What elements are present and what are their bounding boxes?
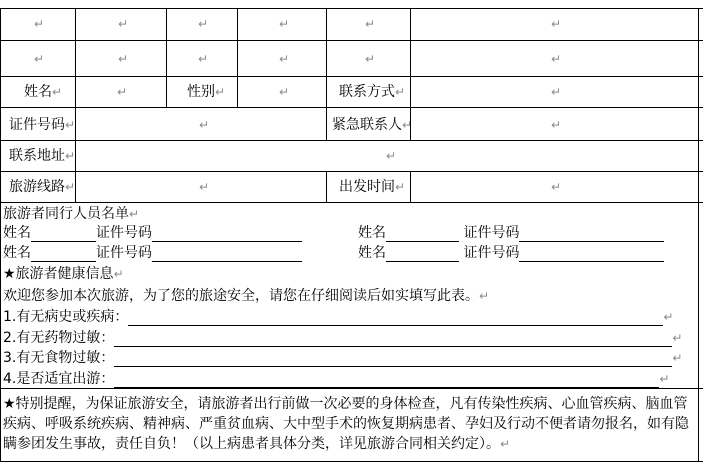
table-rule [0, 107, 703, 108]
table-rule [326, 8, 327, 107]
cell-mark: ↵ [279, 17, 290, 31]
companions-heading: 旅游者同行人员名单↵ [3, 206, 140, 222]
table-rule [0, 140, 703, 141]
companion-row: 姓名 证件号码 [3, 224, 302, 242]
cell-mark: ↵ [365, 17, 376, 31]
companion-row: 姓名 证件号码 [358, 224, 664, 242]
health-question-row: 1.有无病史或疾病： ↵ [3, 309, 674, 325]
cell-mark: ↵ [199, 118, 210, 132]
table-rule [410, 8, 411, 107]
table-rule [410, 171, 411, 202]
health-question-row: 2.有无药物过敏： ↵ [3, 330, 683, 346]
cell-mark: ↵ [198, 17, 209, 31]
cell-mark: ↵ [198, 52, 209, 66]
table-rule [0, 388, 703, 389]
table-rule [75, 8, 76, 107]
cell-mark: ↵ [551, 52, 562, 66]
name-label: 姓名↵ [24, 84, 63, 100]
route-label: 旅游线路↵ [9, 179, 76, 195]
table-rule [237, 8, 238, 107]
cell-mark: ↵ [551, 118, 562, 132]
table-rule [0, 40, 703, 41]
table-rule [0, 8, 1, 461]
gender-label: 性别↵ [187, 84, 226, 100]
cell-mark: ↵ [34, 52, 45, 66]
cell-mark: ↵ [117, 85, 128, 99]
table-rule [166, 8, 167, 107]
id-number-label: 证件号码↵ [9, 117, 76, 133]
table-rule [75, 171, 76, 202]
health-question-row: 3.有无食物过敏： ↵ [3, 350, 683, 366]
table-rule [0, 171, 703, 172]
cell-mark: ↵ [279, 52, 290, 66]
contact-label: 联系方式↵ [339, 84, 406, 100]
health-heading: ★旅游者健康信息↵ [3, 266, 124, 282]
table-rule [0, 76, 703, 77]
cell-mark: ↵ [386, 149, 397, 163]
cell-mark: ↵ [551, 180, 562, 194]
departure-time-label: 出发时间↵ [339, 179, 406, 195]
cell-mark: ↵ [34, 17, 45, 31]
table-rule [0, 202, 703, 203]
address-label: 联系地址↵ [9, 148, 76, 164]
emergency-contact-label: 紧急联系人↵ [332, 117, 413, 133]
cell-mark: ↵ [118, 52, 129, 66]
cell-mark: ↵ [199, 180, 210, 194]
special-reminder: ★特别提醒，为保证旅游安全，请旅游者出行前做一次必要的身体检查，凡有传染性疾病、心血管疾病、脑血管疾病、呼吸系统疾病、精神病、严重贫血病、大中型手术的恢复期病患者、孕妇及行动不便者请勿报名，如有隐瞒参团发生事故，责任自负！（以上病患者具体分类，详见旅游合同相关约定）。↵ [3, 396, 689, 452]
cell-mark: ↵ [551, 17, 562, 31]
cell-mark: ↵ [551, 85, 562, 99]
cell-mark: ↵ [279, 85, 290, 99]
health-question-row: 4.是否适宜出游： ↵ [3, 371, 670, 387]
table-rule [326, 171, 327, 202]
table-rule [75, 140, 76, 171]
companion-row: 姓名 证件号码 [3, 244, 302, 262]
health-intro: 欢迎您参加本次旅游，为了您的旅途安全，请您在仔细阅读后如实填写此表。↵ [3, 288, 490, 304]
cell-mark: ↵ [365, 52, 376, 66]
table-rule [75, 107, 76, 140]
table-rule [326, 107, 327, 140]
table-rule [0, 8, 703, 9]
cell-mark: ↵ [118, 17, 129, 31]
companion-row: 姓名 证件号码 [358, 244, 664, 262]
